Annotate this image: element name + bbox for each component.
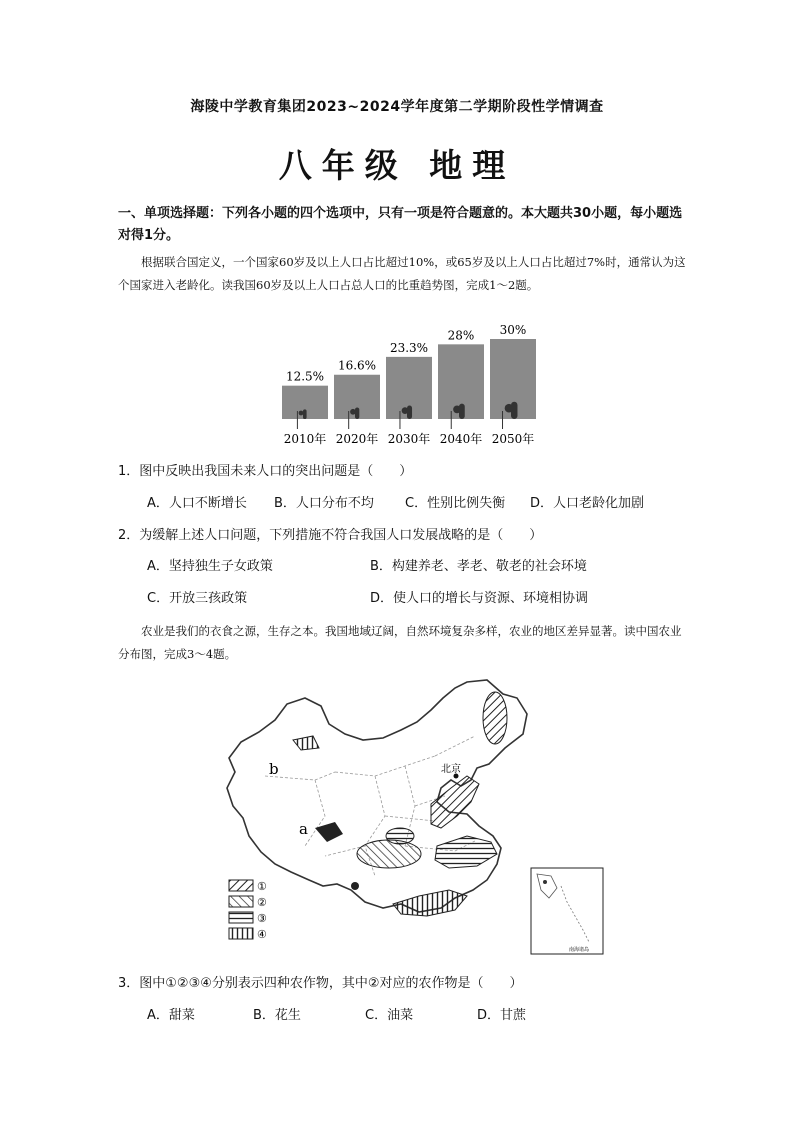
question-3: [118, 974, 698, 994]
crop-region-1-north: [431, 776, 479, 828]
crop-region-1-northeast: [483, 692, 507, 744]
q1-option-c: C．性别比例失衡: [405, 496, 506, 511]
question-1-stem: 1．图中反映出我国未来人口的突出问题是（ ）: [118, 464, 413, 479]
q2-option-c: C．开放三孩政策: [147, 591, 248, 606]
section-heading: 一、单项选择题：下列各小题的四个选项中，只有一项是符合题意的。本大题共30小题，每小题选对得1分。: [118, 206, 683, 243]
crop-region-tibet: [315, 822, 343, 842]
label-b: b: [269, 760, 279, 778]
value-label: 12.5%: [285, 369, 325, 384]
q2-option-b: B．构建养老、孝老、敬老的社会环境: [370, 559, 587, 574]
category-label: 2030年: [387, 432, 431, 446]
q3-option-a: A．甜菜: [147, 1008, 195, 1023]
q3-option-c: C．油菜: [365, 1008, 414, 1023]
question-2: [118, 526, 698, 546]
q2-option-d: D．使人口的增长与资源、环境相协调: [370, 591, 589, 606]
elderly-figure-body: [511, 402, 517, 419]
crop-region-3-west: [386, 828, 414, 844]
legend-3: ③: [257, 912, 267, 925]
crop-region-misc: [293, 736, 319, 750]
q1-option-b: B．人口分布不均: [274, 496, 374, 511]
elderly-figure-body: [459, 404, 465, 419]
category-label: 2020年: [335, 432, 379, 446]
value-label: 16.6%: [337, 358, 377, 373]
q3-option-b: B．花生: [253, 1008, 301, 1023]
china-agriculture-map: [205, 676, 615, 966]
q3-option-d: D．甘蔗: [477, 1008, 527, 1023]
label-beijing: 北京: [441, 764, 461, 775]
category-label: 2040年: [439, 432, 483, 446]
legend-2: ②: [257, 896, 267, 909]
label-a: a: [299, 820, 308, 838]
q1-option-a: A．人口不断增长: [147, 496, 247, 511]
legend-4: ④: [257, 928, 267, 941]
crop-region-4-south: [393, 890, 467, 916]
value-label: 23.3%: [389, 340, 429, 355]
value-label: 28%: [447, 328, 475, 343]
passage-agriculture: 农业是我们的衣食之源，生存之本。我国地域辽阔，自然环境复杂多样，农业的地区差异显著。读中国农业分布图，完成3～4题。: [118, 624, 682, 661]
question-1: [118, 462, 698, 482]
category-label: 2010年: [283, 432, 327, 446]
q2-option-a: A．坚持独生子女政策: [147, 559, 273, 574]
q1-option-d: D．人口老龄化加剧: [530, 496, 645, 511]
crop-region-2-sichuan: [357, 840, 421, 868]
elderly-figure-body: [303, 409, 307, 419]
exam-header: 海陵中学教育集团2023~2024学年度第二学期阶段性学情调查: [190, 99, 604, 115]
elderly-figure-body: [407, 406, 412, 419]
category-label: 2050年: [491, 432, 535, 446]
question-3-stem: 3．图中①②③④分别表示四种农作物，其中②对应的农作物是（ ）: [118, 976, 523, 991]
south-china-sea-inset: [531, 868, 603, 954]
legend-1: ①: [257, 880, 267, 893]
page-title: 八年级 地理: [278, 146, 516, 185]
aging-bar-chart: [270, 322, 560, 452]
china-outline: [227, 680, 527, 912]
elderly-figure-icon: [299, 411, 304, 416]
inset-label: 南海诸岛: [569, 947, 590, 953]
passage-aging: 根据联合国定义，一个国家60岁及以上人口占比超过10%，或65岁及以上人口占比超过7%时，通常认为这个国家进入老龄化。读我国60岁及以上人口占总人口的比重趋势图，完成1～2题。: [118, 255, 686, 292]
map-legend: [229, 880, 267, 941]
question-2-stem: 2．为缓解上述人口问题，下列措施不符合我国人口发展战略的是（ ）: [118, 528, 543, 543]
crop-region-3-yangtze: [435, 836, 497, 868]
value-label: 30%: [499, 323, 527, 337]
elderly-figure-body: [355, 407, 359, 419]
